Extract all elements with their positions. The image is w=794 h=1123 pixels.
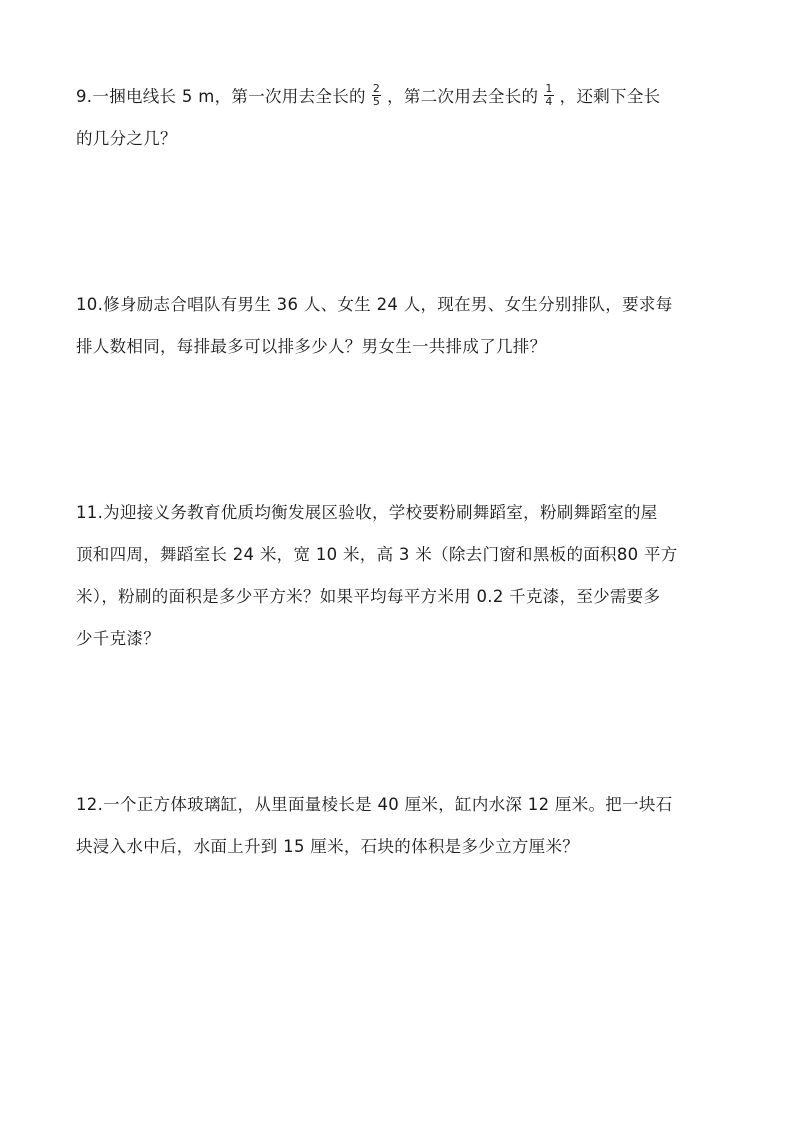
problem-9-text-b: ，第二次用去全长的 xyxy=(387,87,539,106)
problem-11-text: 为迎接义务教育优质均衡发展区验收，学校要粉刷舞蹈室，粉刷舞蹈室的屋 xyxy=(103,503,658,522)
problem-10-number: 10. xyxy=(76,295,104,314)
problem-11-line-2: 顶和四周，舞蹈室长 24 米，宽 10 米，高 3 米（除去门窗和黑板的面积80 平方 xyxy=(76,545,678,564)
fraction-one-quarter xyxy=(544,83,553,108)
problem-11-line-1 xyxy=(76,492,726,534)
problem-12-line-1 xyxy=(76,784,726,826)
problem-11-line-3: 米），粉刷的面积是多少平方米？如果平均每平方米用 0.2 千克漆，至少需要多 xyxy=(76,587,661,606)
fraction-denominator: 4 xyxy=(545,95,553,108)
fraction-two-fifths xyxy=(372,83,381,108)
problem-10-line-1 xyxy=(76,284,726,326)
problem-9-line-2: 的几分之几？ xyxy=(76,129,177,148)
fraction-numerator: 2 xyxy=(372,82,381,95)
fraction-denominator: 5 xyxy=(372,95,381,108)
fraction-numerator: 1 xyxy=(545,82,553,95)
problem-10 xyxy=(76,284,726,368)
problem-9-number: 9. xyxy=(76,87,93,106)
problem-11 xyxy=(76,492,726,660)
problem-9 xyxy=(76,76,726,160)
problem-11-number: 11. xyxy=(76,503,104,522)
problem-9-text-a: 一捆电线长 5 m，第一次用去全长的 xyxy=(92,87,366,106)
problem-11-line-4: 少千克漆？ xyxy=(76,629,160,648)
problem-10-line-2: 排人数相同，每排最多可以排多少人？男女生一共排成了几排？ xyxy=(76,337,547,356)
problem-12-number: 12. xyxy=(76,795,104,814)
problem-12-line-2: 块浸入水中后，水面上升到 15 厘米，石块的体积是多少立方厘米？ xyxy=(76,837,580,856)
problem-9-line-1 xyxy=(76,76,726,118)
problem-12 xyxy=(76,784,726,868)
problem-9-text-c: ，还剩下全长 xyxy=(559,87,661,106)
problem-10-text: 修身励志合唱队有男生 36 人、女生 24 人，现在男、女生分别排队，要求每 xyxy=(103,295,673,314)
problem-12-text: 一个正方体玻璃缸，从里面量棱长是 40 厘米，缸内水深 12 厘米。把一块石 xyxy=(103,795,673,814)
